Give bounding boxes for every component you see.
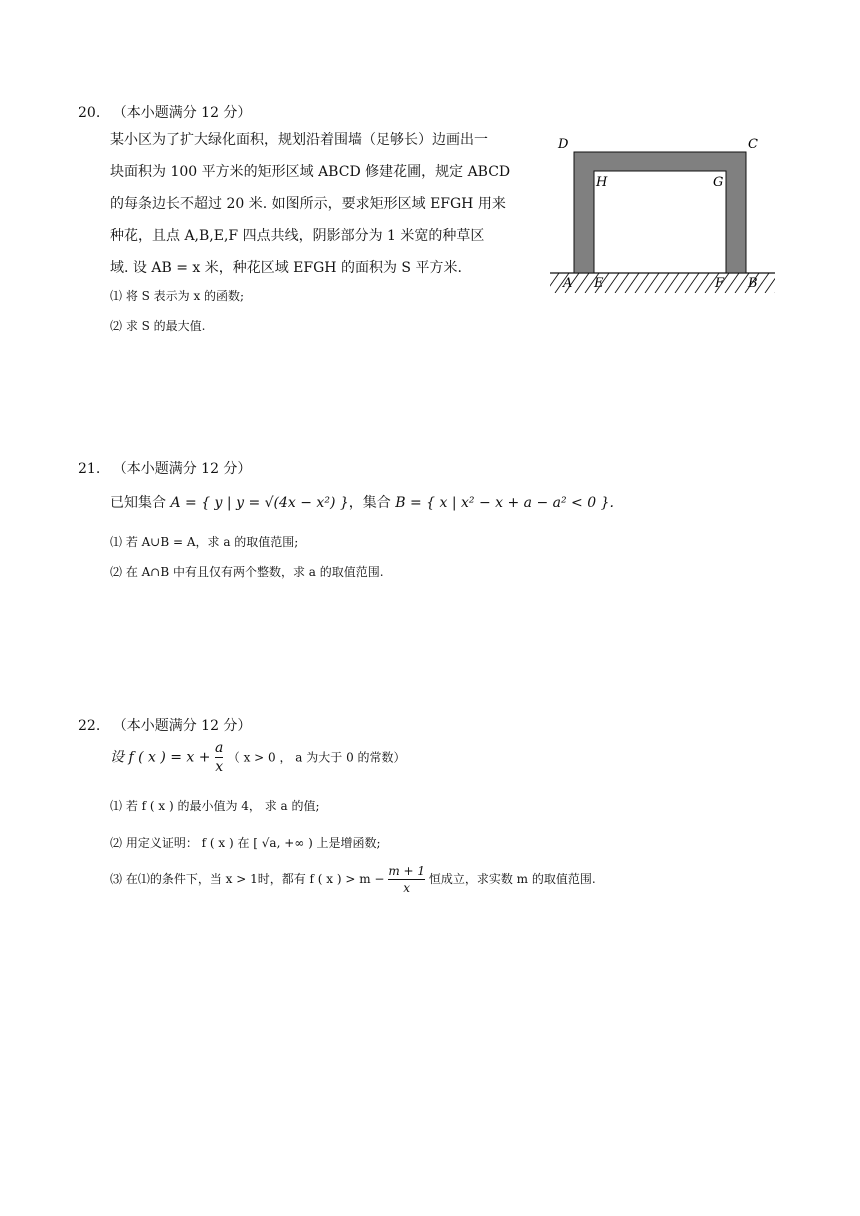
label-f: F <box>715 276 725 291</box>
q21-score: （本小题满分 12 分） <box>112 461 252 477</box>
q22-def-suffix: （ x > 0 ， a 为大于 0 的常数） <box>227 750 406 765</box>
q20-line-3: 的每条边长不超过 20 米. 如图所示，要求矩形区域 EFGH 用来 <box>110 196 506 212</box>
q22-def-fraction <box>215 741 223 774</box>
q21-header <box>78 458 251 478</box>
q22-sub3-prefix: ⑶ 在⑴的条件下，当 x > 1时，都有 f ( x ) > m − <box>110 872 385 886</box>
q20-line-4: 种花，且点 A,B,E,F 四点共线，阴影部分为 1 米宽的种草区 <box>110 228 485 244</box>
q22-score: （本小题满分 12 分） <box>112 718 252 734</box>
q20-sub-2: ⑵ 求 S 的最大值. <box>110 319 206 333</box>
q21-sub-2: ⑵ 在 A∩B 中有且仅有两个整数，求 a 的取值范围. <box>110 565 384 579</box>
label-d: D <box>558 137 569 152</box>
q22-header <box>78 715 251 735</box>
label-b: B <box>748 276 758 291</box>
fraction-bar <box>388 879 425 880</box>
fraction-bar <box>215 757 223 758</box>
q21-set-b: B = { x | x² − x + a − a² < 0 }. <box>395 495 614 511</box>
q20-line-1: 某小区为了扩大绿化面积，规划沿着围墙（足够长）边画出一 <box>110 132 488 148</box>
q22-sub-3 <box>110 865 596 894</box>
label-e: E <box>594 276 604 291</box>
q20-number: 20. <box>78 105 101 121</box>
q21-mid: ，集合 <box>348 495 391 511</box>
q22-sub3-fraction <box>388 865 425 894</box>
question-22 <box>78 715 798 915</box>
q20-line-5: 域. 设 AB = x 米，种花区域 EFGH 的面积为 S 平方米. <box>110 260 462 276</box>
label-g: G <box>713 175 724 190</box>
label-c: C <box>748 137 758 152</box>
q21-intro: 已知集合 <box>110 495 166 511</box>
q20-line-2: 块面积为 100 平方米的矩形区域 ABCD 修建花圃，规定 ABCD <box>110 164 511 180</box>
q22-sub3-suffix: 恒成立，求实数 m 的取值范围. <box>428 872 596 886</box>
q22-sub3-den: x <box>403 881 411 895</box>
q22-sub3-num: m + 1 <box>388 864 426 878</box>
q21-set-a: A = { y | y = √(4x − x²) } <box>170 495 349 511</box>
grass-strip <box>574 152 746 273</box>
label-a: A <box>563 276 573 291</box>
q22-sub-1: ⑴ 若 f ( x ) 的最小值为 4， 求 a 的值; <box>110 799 320 813</box>
q22-definition <box>110 741 406 774</box>
q22-def-prefix: 设 f ( x ) = x + <box>110 749 211 766</box>
question-21 <box>78 458 798 598</box>
q22-def-den: x <box>215 759 224 775</box>
q20-sub-1: ⑴ 将 S 表示为 x 的函数; <box>110 289 245 303</box>
q22-number: 22. <box>78 718 101 734</box>
q21-sub-1: ⑴ 若 A∪B = A，求 a 的取值范围; <box>110 535 299 549</box>
q20-score: （本小题满分 12 分） <box>112 105 252 121</box>
q21-definition <box>110 496 614 510</box>
q20-figure <box>545 135 785 305</box>
q21-number: 21. <box>78 461 101 477</box>
label-h: H <box>596 175 608 190</box>
q22-def-num: a <box>214 740 224 756</box>
q20-header <box>78 102 251 122</box>
q22-sub-2: ⑵ 用定义证明： f ( x ) 在 [ √a, +∞ ) 上是增函数; <box>110 836 381 850</box>
